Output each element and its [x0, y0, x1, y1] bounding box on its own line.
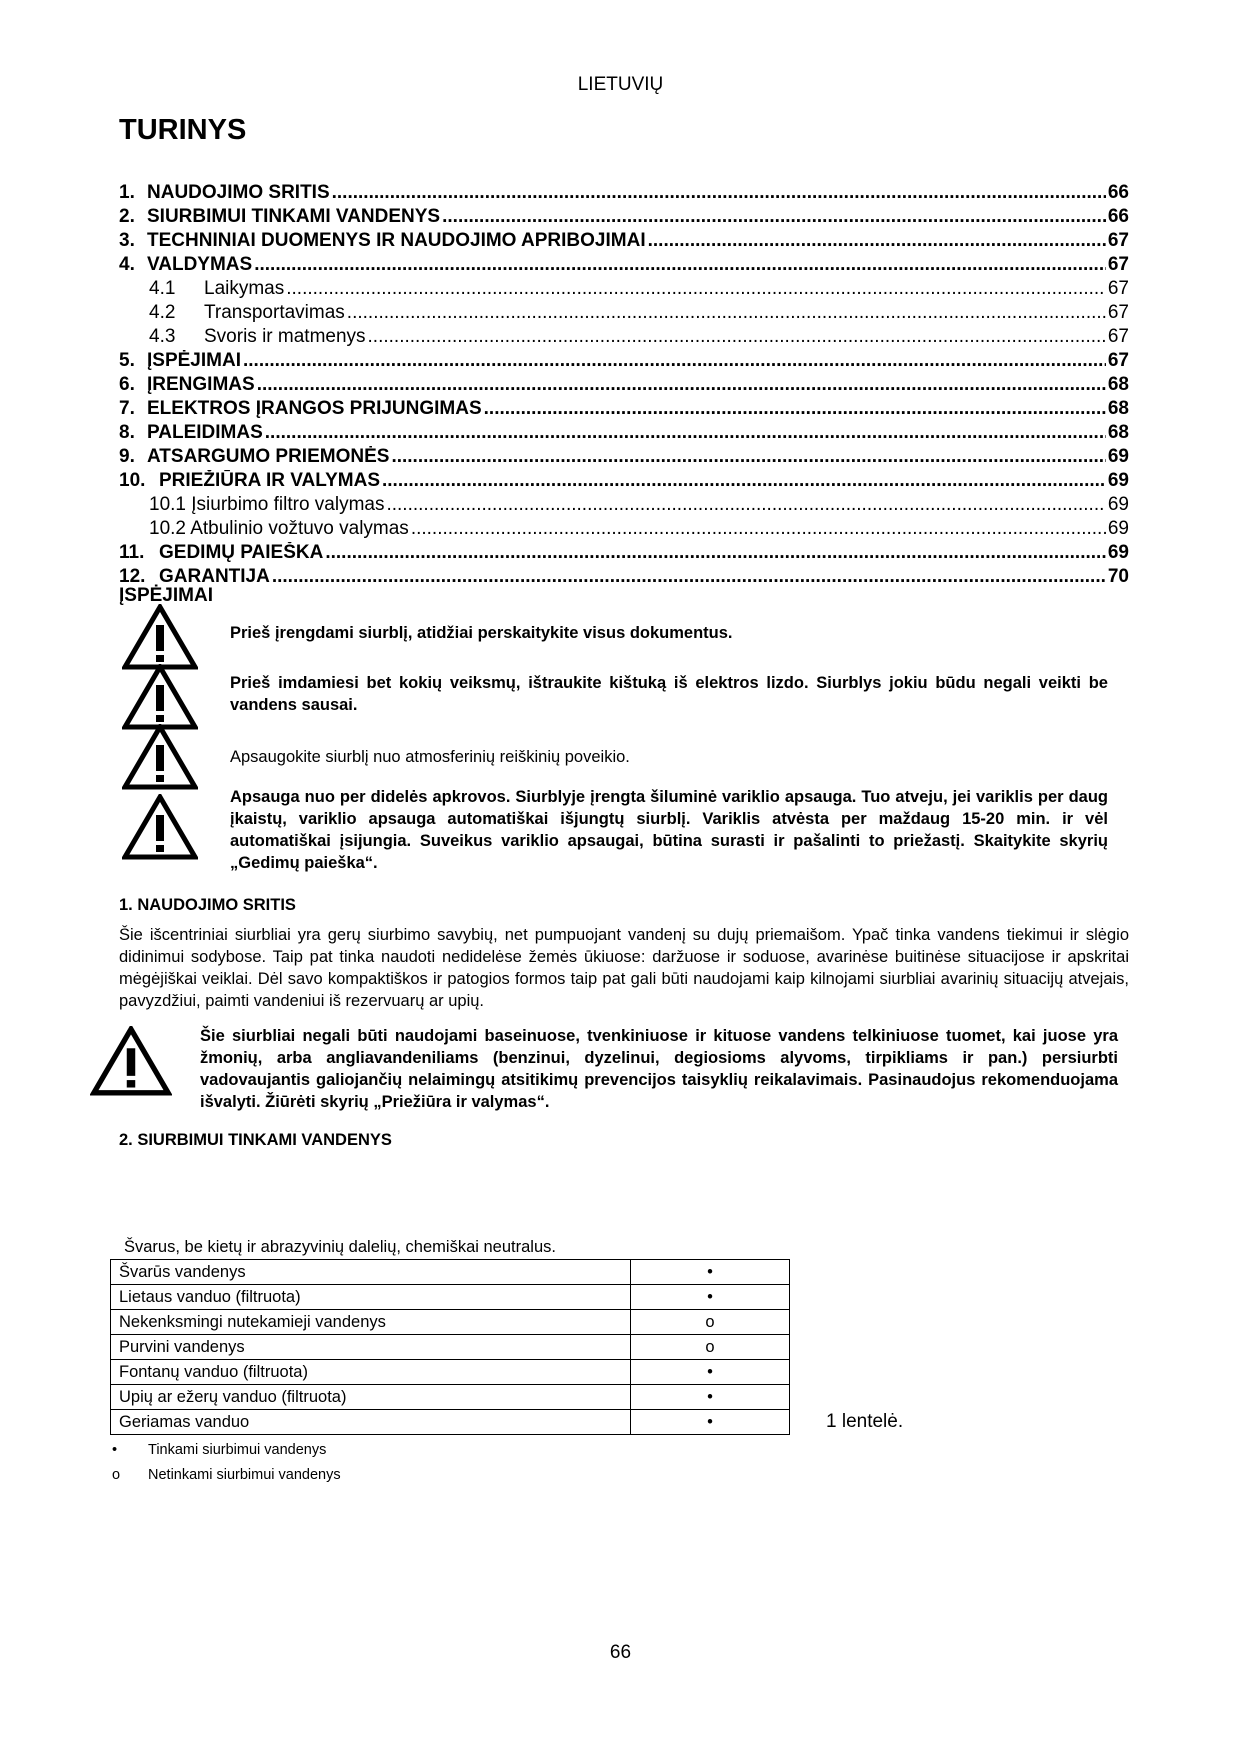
toc-label: TECHNINIAI DUOMENYS IR NAUDOJIMO APRIBOJIMAI — [147, 230, 646, 251]
legend-symbol: • — [112, 1442, 118, 1458]
toc-page: 70 — [1107, 566, 1129, 587]
warning-triangle-icon — [122, 794, 198, 860]
toc-label: GEDIMŲ PAIEŠKA — [159, 542, 324, 563]
toc-number: 1. — [119, 182, 135, 203]
section-1-warning: Šie siurbliai negali būti naudojami baseinuose, tvenkiniuose ir kituose vandens telkiniuose tuomet, kai juose yra žmonių, arba angliavandeniliams (benzinui, dyzelinui, degiosioms alyvoms, tirpikliams ir pan.) persiurbti vadovaujantis galiojančių nelaimingų atsitikimų prevencijos taisyklių reikalavimais. Pasinaudojus rekomenduojama išvalyti. Žiūrėti skyrių „Priežiūra ir valymas“. — [200, 1027, 1118, 1111]
legend-item — [112, 1442, 326, 1458]
water-type-cell: Fontanų vanduo (filtruota) — [111, 1360, 631, 1385]
table-of-contents — [119, 182, 1129, 590]
toc-label: NAUDOJIMO SRITIS — [147, 182, 330, 203]
toc-label: PALEIDIMAS — [147, 422, 263, 443]
table-row — [111, 1285, 790, 1310]
toc-page: 69 — [1107, 446, 1129, 467]
toc-label: Svoris ir matmenys — [204, 326, 366, 347]
toc-entry[interactable] — [119, 470, 1129, 494]
toc-entry[interactable] — [119, 446, 1129, 470]
toc-number: 4.2 — [149, 302, 176, 323]
toc-page: 67 — [1107, 230, 1129, 251]
warnings-heading: ĮSPĖJIMAI — [119, 585, 213, 606]
water-type-cell: Purvini vandenys — [111, 1335, 631, 1360]
toc-label: ĮRENGIMAS — [147, 374, 255, 395]
toc-entry[interactable] — [119, 302, 1129, 326]
toc-page: 69 — [1107, 470, 1129, 491]
warning-text: Prieš įrengdami siurblį, atidžiai perskaitykite visus dokumentus. — [230, 624, 733, 642]
toc-entry[interactable] — [119, 230, 1129, 254]
suitability-mark-cell: o — [631, 1310, 790, 1335]
toc-dot-leader — [265, 422, 1106, 444]
toc-page: 68 — [1107, 374, 1129, 395]
toc-entry[interactable] — [119, 326, 1129, 350]
toc-page: 66 — [1107, 182, 1129, 203]
warning-text: Apsauga nuo per didelės apkrovos. Siurblyje įrengta šiluminė variklio apsauga. Tuo atveju, jei variklis per daug įkaistų, variklio apsauga automatiškai išjungtų siurblį. Variklis atvėsta per maždaug 15-20 min. ir vėl automatiškai įsijungia. Suveikus variklio apsaugai, būtina surasti ir pašalinti to priežastį. Skaitykite skyrių „Gedimų paieška“. — [230, 788, 1108, 872]
toc-entry[interactable] — [119, 566, 1129, 590]
toc-dot-leader — [648, 230, 1106, 252]
toc-entry[interactable] — [119, 518, 1129, 542]
toc-dot-leader — [286, 278, 1106, 300]
toc-label: Transportavimas — [204, 302, 345, 323]
water-type-cell: Švarūs vandenys — [111, 1260, 631, 1285]
toc-label: Laikymas — [204, 278, 285, 299]
table-row — [111, 1335, 790, 1360]
warning-text: Prieš imdamiesi bet kokių veiksmų, ištraukite kištuką iš elektros lizdo. Siurblys jokiu būdu negali veikti be vandens sausai. — [230, 674, 1108, 714]
page-title: TURINYS — [119, 114, 247, 146]
toc-number: 12. — [119, 566, 146, 587]
toc-dot-leader — [382, 470, 1106, 492]
table-row — [111, 1310, 790, 1335]
section-2-heading: 2. SIURBIMUI TINKAMI VANDENYS — [119, 1131, 392, 1149]
language-header: LIETUVIŲ — [577, 74, 664, 95]
toc-dot-leader — [442, 206, 1106, 228]
legend-text: Tinkami siurbimui vandenys — [148, 1442, 327, 1458]
suitability-mark-cell: • — [631, 1410, 790, 1435]
toc-page: 69 — [1107, 542, 1129, 563]
toc-page: 67 — [1107, 278, 1129, 299]
section-1-body: Šie išcentriniai siurbliai yra gerų siurbimo savybių, net pumpuojant vandenį su dujų priemaišom. Ypač tinka vandens tiekimui ir slėgio didinimui sodybose. Taip pat tinka naudoti nedidelėse žemės ūkiuose: daržuose ir soduose, avarinėse buitinėse situacijose ir apskritai mėgėjiškai veiklai. Dėl savo kompaktiškos ir patogios formos taip pat gali būti naudojami kaip kilnojami siurbliai avarinių situacijų atvejais, pavyzdžiui, paimti vandeniui iš rezervuarų ar upių. — [119, 926, 1129, 1010]
toc-page: 67 — [1107, 302, 1129, 323]
warning-triangle-icon — [122, 604, 198, 670]
toc-page: 67 — [1107, 254, 1129, 275]
toc-dot-leader — [325, 542, 1106, 564]
toc-entry[interactable] — [119, 422, 1129, 446]
toc-dot-leader — [391, 446, 1105, 468]
suitability-mark-cell: • — [631, 1385, 790, 1410]
toc-page: 66 — [1107, 206, 1129, 227]
table-caption: 1 lentelė. — [826, 1411, 904, 1432]
toc-entry[interactable] — [119, 350, 1129, 374]
toc-dot-leader — [272, 566, 1106, 588]
toc-number: 10. — [119, 470, 146, 491]
legend-item — [112, 1467, 341, 1483]
toc-number: 9. — [119, 446, 135, 467]
suitability-mark-cell: • — [631, 1285, 790, 1310]
toc-entry[interactable] — [119, 182, 1129, 206]
toc-page: 68 — [1107, 422, 1129, 443]
toc-dot-leader — [386, 494, 1105, 516]
section-1-heading: 1. NAUDOJIMO SRITIS — [119, 896, 296, 914]
toc-entry[interactable] — [119, 374, 1129, 398]
toc-number: 7. — [119, 398, 135, 419]
toc-dot-leader — [484, 398, 1106, 420]
toc-entry[interactable] — [119, 278, 1129, 302]
toc-dot-leader — [254, 254, 1106, 276]
toc-dot-leader — [411, 518, 1106, 540]
toc-number: 3. — [119, 230, 135, 251]
toc-number: 2. — [119, 206, 135, 227]
toc-dot-leader — [332, 182, 1106, 204]
legend-symbol: o — [112, 1467, 121, 1483]
suitability-mark-cell: o — [631, 1335, 790, 1360]
toc-entry[interactable] — [119, 254, 1129, 278]
table-row — [111, 1385, 790, 1410]
warning-triangle-icon — [90, 1026, 172, 1096]
suitability-mark-cell: • — [631, 1360, 790, 1385]
water-type-cell: Lietaus vanduo (filtruota) — [111, 1285, 631, 1310]
water-suitability-table — [110, 1259, 790, 1435]
toc-entry[interactable] — [119, 494, 1129, 518]
toc-entry[interactable] — [119, 206, 1129, 230]
toc-number: 4.1 — [149, 278, 176, 299]
section-2-intro: Švarus, be kietų ir abrazyvinių dalelių, chemiškai neutralus. — [124, 1238, 556, 1256]
water-type-cell: Upių ar ežerų vanduo (filtruota) — [111, 1385, 631, 1410]
table-row — [111, 1410, 790, 1435]
toc-dot-leader — [368, 326, 1106, 348]
warning-triangle-icon — [122, 724, 198, 790]
toc-number: 6. — [119, 374, 135, 395]
toc-number: 8. — [119, 422, 135, 443]
toc-label: ELEKTROS ĮRANGOS PRIJUNGIMAS — [147, 398, 482, 419]
toc-label: VALDYMAS — [147, 254, 253, 275]
toc-number: 4.3 — [149, 326, 176, 347]
toc-number: 4. — [119, 254, 135, 275]
water-type-cell: Geriamas vanduo — [111, 1410, 631, 1435]
toc-dot-leader — [347, 302, 1106, 324]
toc-label: ĮSPĖJIMAI — [147, 350, 241, 371]
toc-label: 10.2 Atbulinio vožtuvo valymas — [149, 518, 409, 539]
toc-page: 69 — [1107, 494, 1129, 515]
toc-page: 67 — [1107, 350, 1129, 371]
toc-label: GARANTIJA — [159, 566, 270, 587]
toc-page: 69 — [1107, 518, 1129, 539]
toc-entry[interactable] — [119, 398, 1129, 422]
toc-dot-leader — [243, 350, 1106, 372]
toc-number: 5. — [119, 350, 135, 371]
toc-label: 10.1 Įsiurbimo filtro valymas — [149, 494, 385, 515]
toc-label: PRIEŽIŪRA IR VALYMAS — [159, 470, 380, 491]
toc-page: 67 — [1107, 326, 1129, 347]
toc-label: SIURBIMUI TINKAMI VANDENYS — [147, 206, 441, 227]
toc-dot-leader — [257, 374, 1106, 396]
warning-text: Apsaugokite siurblį nuo atmosferinių reiškinių poveikio. — [230, 748, 630, 766]
table-row — [111, 1260, 790, 1285]
page-number: 66 — [609, 1642, 632, 1663]
toc-number: 11. — [119, 542, 145, 563]
water-type-cell: Nekenksmingi nutekamieji vandenys — [111, 1310, 631, 1335]
toc-label: ATSARGUMO PRIEMONĖS — [147, 446, 390, 467]
legend-text: Netinkami siurbimui vandenys — [148, 1467, 341, 1483]
warning-triangle-icon — [122, 664, 198, 730]
suitability-mark-cell: • — [631, 1260, 790, 1285]
toc-entry[interactable] — [119, 542, 1129, 566]
table-row — [111, 1360, 790, 1385]
toc-page: 68 — [1107, 398, 1129, 419]
